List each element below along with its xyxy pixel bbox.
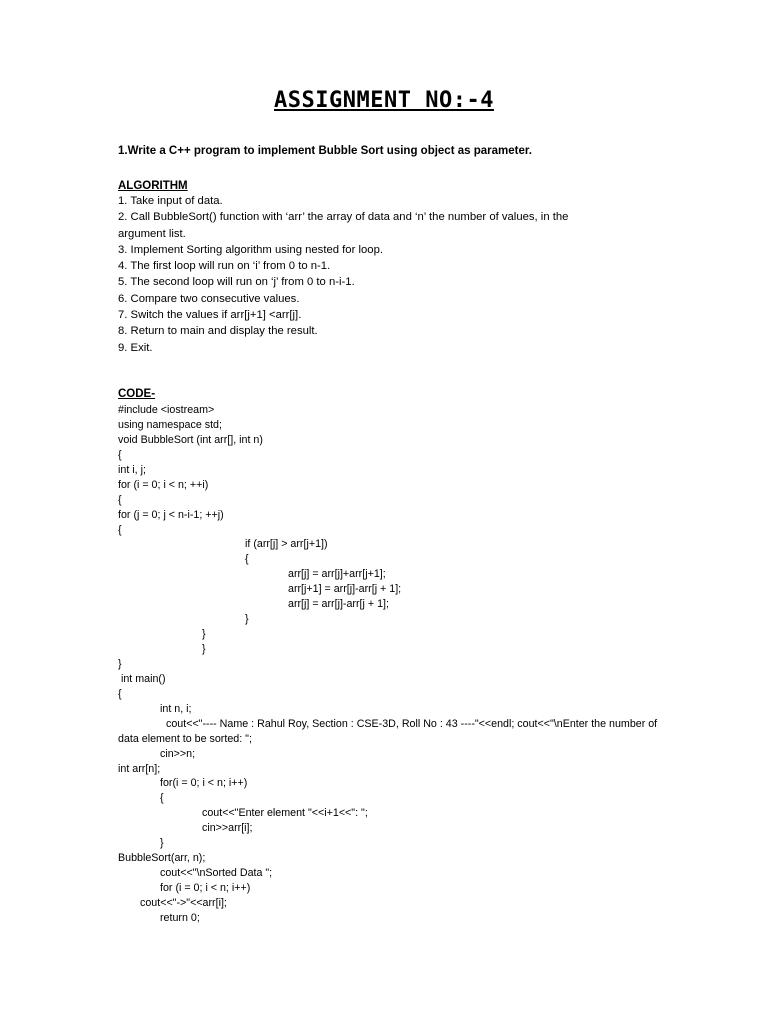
algorithm-step: 8. Return to main and display the result.: [118, 325, 318, 338]
code-line: for (i = 0; i < n; i++): [160, 882, 251, 895]
code-line: cout<<"\nSorted Data ";: [160, 867, 273, 880]
question-text: 1.Write a C++ program to implement Bubble Sort using object as parameter.: [118, 145, 532, 157]
code-line: arr[j+1] = arr[j]-arr[j + 1];: [288, 583, 402, 596]
algorithm-heading: ALGORITHM: [118, 180, 188, 192]
code-line: }: [118, 657, 122, 670]
code-line: {: [160, 792, 164, 805]
code-block: [118, 403, 658, 926]
code-line: {: [118, 448, 122, 461]
code-line: #include <iostream>: [118, 404, 215, 416]
code-line: {: [245, 553, 249, 566]
code-line: int arr[n];: [118, 762, 161, 775]
code-line: cout<<"---- Name : Rahul Roy, Section : CSE-3D, Roll No : 43 ----"<<endl; cout<<"\nEnter the number of data element to be sorted: ";: [118, 717, 658, 745]
code-line: for (j = 0; j < n-i-1; ++j): [118, 508, 224, 521]
code-line: for(i = 0; i < n; i++): [160, 777, 248, 790]
algorithm-step: 1. Take input of data.: [118, 195, 223, 207]
code-line: }: [202, 628, 206, 641]
code-line: cout<<"Enter element "<<i+1<<": ";: [202, 807, 368, 820]
assignment-title: ASSIGNMENT NO:-4: [274, 88, 494, 113]
algorithm-step: 4. The first loop will run on ‘i’ from 0 to n-1.: [118, 260, 331, 273]
code-line: int i, j;: [118, 463, 146, 476]
code-line: int main(): [118, 672, 166, 685]
algorithm-step: 6. Compare two consecutive values.: [118, 292, 300, 305]
code-line: }: [160, 837, 164, 850]
algorithm-step: 2. Call BubbleSort() function with ‘arr’ the array of data and ‘n’ the number of values, in the argument list.: [118, 211, 569, 240]
code-line: }: [202, 643, 206, 655]
code-heading: CODE-: [118, 388, 156, 400]
code-line: {: [118, 523, 122, 536]
code-line: {: [118, 493, 122, 506]
code-line: cout<<"->"<<arr[i];: [140, 896, 227, 909]
code-line: return 0;: [160, 911, 200, 924]
code-line: cin>>n;: [160, 747, 196, 760]
code-line: arr[j] = arr[j]+arr[j+1];: [288, 568, 386, 581]
code-line: for (i = 0; i < n; ++i): [118, 478, 209, 491]
code-line: }: [245, 613, 249, 626]
algorithm-step: 5. The second loop will run on ‘j’ from 0 to n-i-1.: [118, 276, 355, 289]
code-line: using namespace std;: [118, 418, 222, 431]
algorithm-step: 9. Exit.: [118, 341, 153, 354]
code-line: BubbleSort(arr, n);: [118, 852, 206, 865]
code-line: void BubbleSort (int arr[], int n): [118, 433, 263, 446]
code-line: int n, i;: [160, 702, 192, 715]
code-line: if (arr[j] > arr[j+1]): [245, 538, 328, 551]
code-line: arr[j] = arr[j]-arr[j + 1];: [288, 598, 389, 611]
code-line: {: [118, 687, 122, 700]
algorithm-step: 3. Implement Sorting algorithm using nested for loop.: [118, 243, 383, 256]
algorithm-step: 7. Switch the values if arr[j+1] <arr[j].: [118, 309, 302, 322]
code-line: cin>>arr[i];: [202, 822, 253, 835]
algorithm-steps: [118, 193, 618, 356]
